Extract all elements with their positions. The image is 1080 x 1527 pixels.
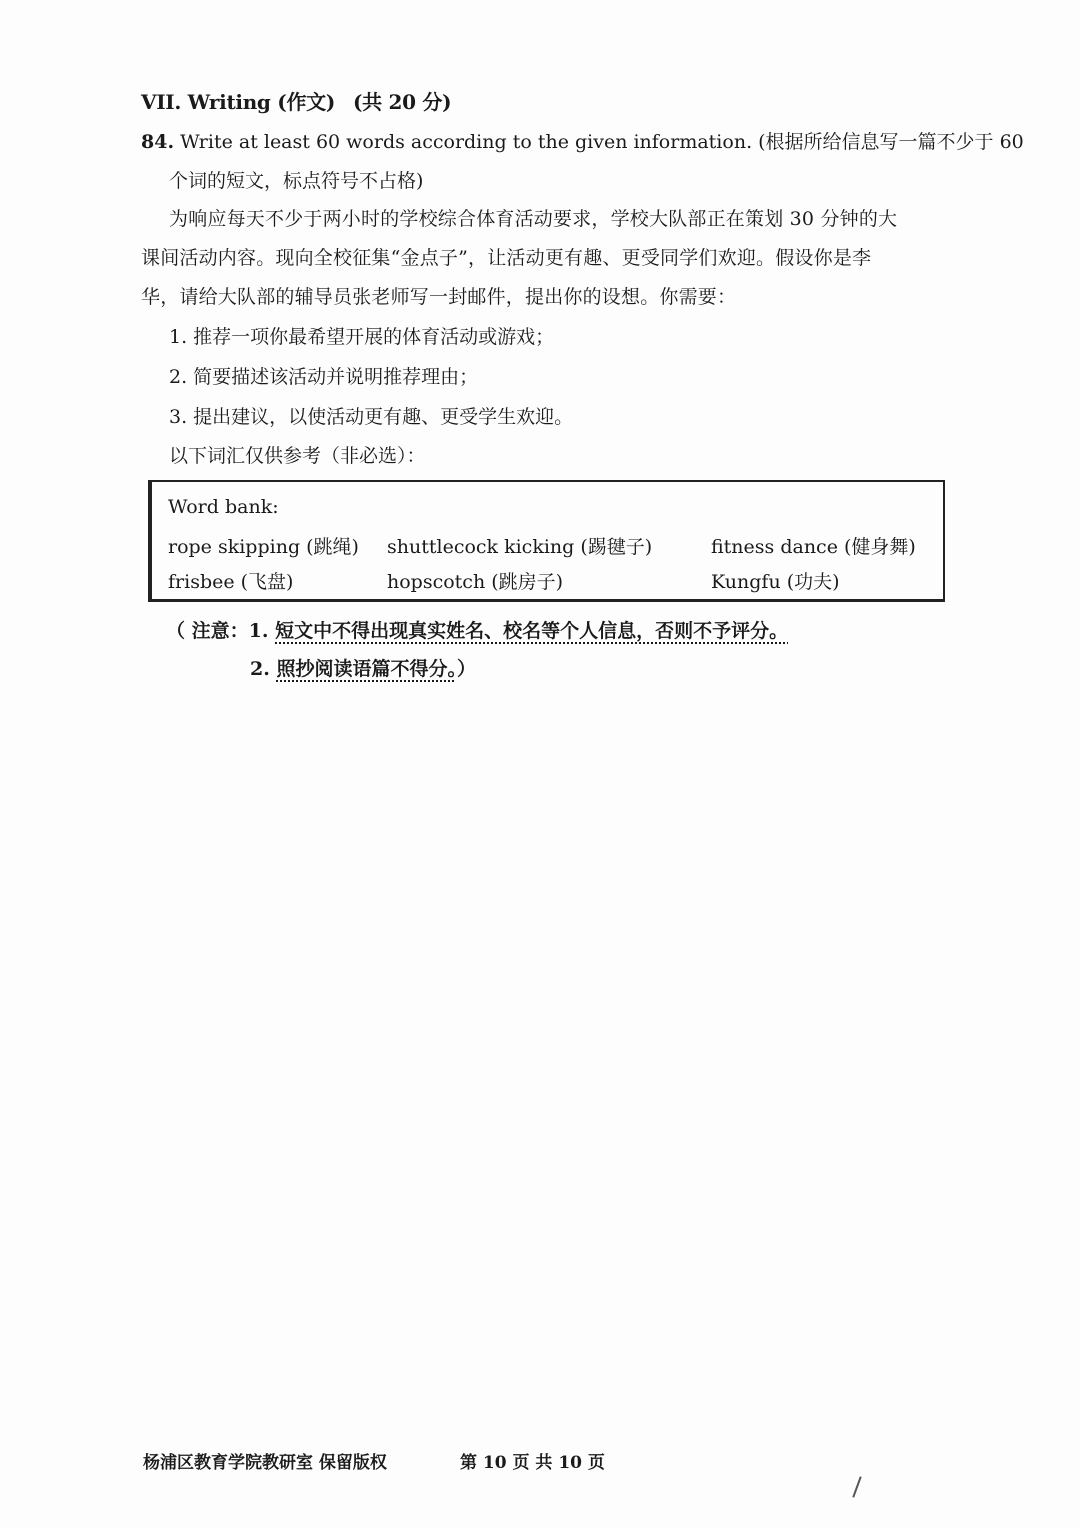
word-bank-title: Word bank: (168, 496, 279, 518)
question-line-1 (141, 127, 1024, 154)
section-title (141, 86, 451, 115)
reference-note: 以下词汇仅供参考（非必选）： (169, 445, 426, 467)
word-bank-item: frisbee (飞盘) (168, 571, 294, 593)
question-number: 84. (141, 131, 175, 153)
word-bank-item: hopscotch (跳房子) (387, 571, 564, 593)
section-title-text: VII. Writing (作文) (141, 90, 336, 114)
note-line-1 (166, 616, 788, 643)
word-bank-item: fitness dance (健身舞) (711, 536, 916, 558)
note-line-2 (250, 654, 476, 681)
prompt-line-2: 课间活动内容。现向全校征集“金点子”，让活动更有趣、更受同学们欢迎。假设你是李 (141, 247, 872, 269)
note-text-2: 照抄阅读语篇不得分。 (276, 658, 457, 680)
note-prefix: （ 注意：1. (166, 620, 276, 642)
note-suffix: ） (456, 658, 476, 680)
note-number-2: 2. (250, 658, 277, 680)
word-bank-item: Kungfu (功夫) (711, 571, 840, 593)
task-item: 1. 推荐一项你最希望开展的体育活动或游戏； (169, 326, 555, 348)
question-line-2: 个词的短文，标点符号不占格) (169, 170, 424, 192)
prompt-line-3: 华，请给大队部的辅导员张老师写一封邮件，提出你的设想。你需要： (141, 286, 737, 308)
word-bank-item: rope skipping (跳绳) (168, 536, 359, 558)
prompt-line-1: 为响应每天不少于两小时的学校综合体育活动要求，学校大队部正在策划 30 分钟的大 (169, 208, 898, 230)
section-score: (共 20 分) (353, 90, 452, 114)
pen-mark (852, 1476, 861, 1497)
note-text-1: 短文中不得出现真实姓名、校名等个人信息，否则不予评分。 (275, 620, 789, 642)
task-item: 3. 提出建议，以使活动更有趣、更受学生欢迎。 (169, 406, 574, 428)
task-item: 2. 简要描述该活动并说明推荐理由； (169, 366, 479, 388)
question-instruction: Write at least 60 words according to the given information. (根据所给信息写一篇不少于 60 (180, 131, 1024, 153)
footer-copyright: 杨浦区教育学院教研室 保留版权 (143, 1453, 387, 1473)
word-bank-item: shuttlecock kicking (踢毽子) (387, 536, 653, 558)
footer-page-number: 第 10 页 共 10 页 (460, 1453, 605, 1473)
word-bank-box (148, 480, 945, 602)
